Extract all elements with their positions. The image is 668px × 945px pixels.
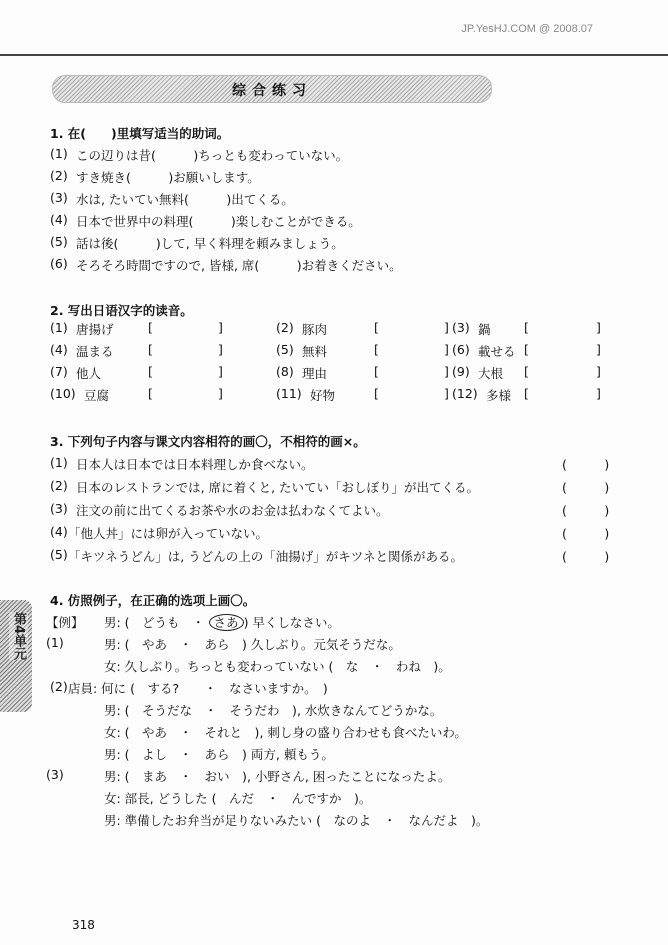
answer-parentheses: ( ) [562,526,610,541]
item-number: (2) [50,679,68,694]
answer-bracket-open: [ [524,364,529,379]
dialogue-line: 女: 部長, どうした ( んだ ・ んですか )。 [104,791,372,806]
item-number: (12) [452,386,478,401]
kanji-word: 多様 [486,388,512,403]
fill-in-sentence: 水は, たいてい無料( )出てくる。 [76,192,294,207]
fill-in-sentence: この辺りは昔( )ちっとも変わっていない。 [76,148,349,163]
exercise-1-heading: 1. 在( )里填写适当的助词。 [50,126,230,141]
item-number: (1) [50,146,68,161]
answer-parentheses: ( ) [562,457,610,472]
kanji-word: 他人 [76,366,102,381]
item-number: (8) [276,364,294,379]
section-banner [52,75,492,103]
kanji-word: 載せる [478,344,516,359]
answer-bracket-open: [ [524,342,529,357]
exercise-3-heading: 3. 下列句子内容与课文内容相符的画〇，不相符的画×。 [50,434,366,449]
answer-bracket-close: ] [596,386,601,401]
item-number: (10) [50,386,76,401]
example-label: 【例】 [46,615,84,630]
answer-bracket-close: ] [444,364,449,379]
item-number: (2) [276,320,294,335]
dialogue-line: 女: 久しぶり。ちっとも変わっていない ( な ・ わね )。 [104,659,451,674]
fill-in-sentence: そろそろ時間ですので, 皆様, 席( )お着きください。 [76,258,402,273]
dialogue-line: 男: 準備したお弁当が足りないみたい ( なのよ ・ なんだよ )。 [104,813,489,828]
statement: 日本のレストランでは, 席に着くと, たいてい「おしぼり」が出てくる。 [76,480,480,495]
example-circled-answer: さあ [209,614,244,631]
answer-parentheses: ( ) [562,503,610,518]
answer-bracket-close: ] [218,342,223,357]
answer-bracket-open: [ [374,320,379,335]
kanji-word: 豆腐 [84,388,110,403]
answer-bracket-close: ] [444,386,449,401]
kanji-word: 好物 [310,388,336,403]
kanji-word: 無料 [302,344,328,359]
unit-label: 第4单元 [11,612,26,661]
answer-bracket-open: [ [524,320,529,335]
statement: 「キツネうどん」は, うどんの上の「油揚げ」がキツネと関係がある。 [68,549,463,564]
item-number: (3) [50,190,68,205]
unit-side-tab [0,600,32,712]
item-number: (4) [50,524,68,539]
item-number: (6) [452,342,470,357]
example-post: ) 早くしなさい。 [243,615,340,630]
answer-bracket-open: [ [148,364,153,379]
item-number: (1) [50,320,68,335]
dialogue-line: 女: ( やあ ・ それと ), 刺し身の盛り合わせも食べたいわ。 [104,725,467,740]
example-pre: 男: ( どうも ・ [104,615,205,630]
answer-bracket-open: [ [148,320,153,335]
answer-parentheses: ( ) [562,549,610,564]
answer-bracket-close: ] [596,364,601,379]
item-number: (5) [276,342,294,357]
kanji-word: 鍋 [478,322,491,337]
item-number: (3) [46,767,64,782]
answer-bracket-open: [ [524,386,529,401]
item-number: (1) [46,635,64,650]
answer-bracket-close: ] [444,342,449,357]
dialogue-line: 店員: 何に ( する? ・ なさいますか。 ) [68,681,328,696]
example-line [104,613,340,631]
kanji-word: 理由 [302,366,328,381]
statement: 日本人は日本では日本料理しか食べない。 [76,457,314,472]
item-number: (3) [452,320,470,335]
dialogue-line: 男: ( まあ ・ おい ), 小野さん, 困ったことになったよ。 [104,769,451,784]
answer-parentheses: ( ) [562,480,610,495]
dialogue-line: 男: ( そうだな ・ そうだわ ), 水炊きなんてどうかな。 [104,703,443,718]
item-number: (11) [276,386,302,401]
answer-bracket-open: [ [374,364,379,379]
item-number: (1) [50,455,68,470]
answer-bracket-close: ] [596,320,601,335]
exercise-4-heading: 4. 仿照例子，在正确的选项上画〇。 [50,593,256,608]
statement: 注文の前に出てくるお茶や水のお金は払わなくてよい。 [76,503,389,518]
header-rule [0,54,668,56]
fill-in-sentence: 日本で世界中の料理( )楽しむことができる。 [76,214,361,229]
item-number: (2) [50,168,68,183]
answer-bracket-close: ] [218,386,223,401]
item-number: (7) [50,364,68,379]
fill-in-sentence: 話は後( )して, 早く料理を頼みましょう。 [76,236,344,251]
item-number: (4) [50,212,68,227]
watermark: JP.YesHJ.COM @ 2008.07 [461,23,593,35]
answer-bracket-open: [ [148,342,153,357]
answer-bracket-close: ] [218,364,223,379]
kanji-word: 大根 [478,366,504,381]
answer-bracket-close: ] [596,342,601,357]
item-number: (5) [50,234,68,249]
answer-bracket-close: ] [444,320,449,335]
answer-bracket-open: [ [148,386,153,401]
answer-bracket-open: [ [374,386,379,401]
kanji-word: 温まる [76,344,114,359]
kanji-word: 唐揚げ [76,322,114,337]
kanji-word: 豚肉 [302,322,328,337]
item-number: (9) [452,364,470,379]
page-number: 318 [72,918,95,932]
statement: 「他人丼」には卵が入っていない。 [68,526,269,541]
item-number: (4) [50,342,68,357]
fill-in-sentence: すき焼き( )お願いします。 [76,170,260,185]
item-number: (3) [50,501,68,516]
banner-title: 综合练习 [232,83,312,99]
answer-bracket-open: [ [374,342,379,357]
answer-bracket-close: ] [218,320,223,335]
dialogue-line: 男: ( やあ ・ あら ) 久しぶり。元気そうだな。 [104,637,401,652]
item-number: (6) [50,256,68,271]
item-number: (2) [50,478,68,493]
item-number: (5) [50,547,68,562]
dialogue-line: 男: ( よし ・ あら ) 両方, 頼もう。 [104,747,334,762]
exercise-2-heading: 2. 写出日语汉字的读音。 [50,303,193,318]
